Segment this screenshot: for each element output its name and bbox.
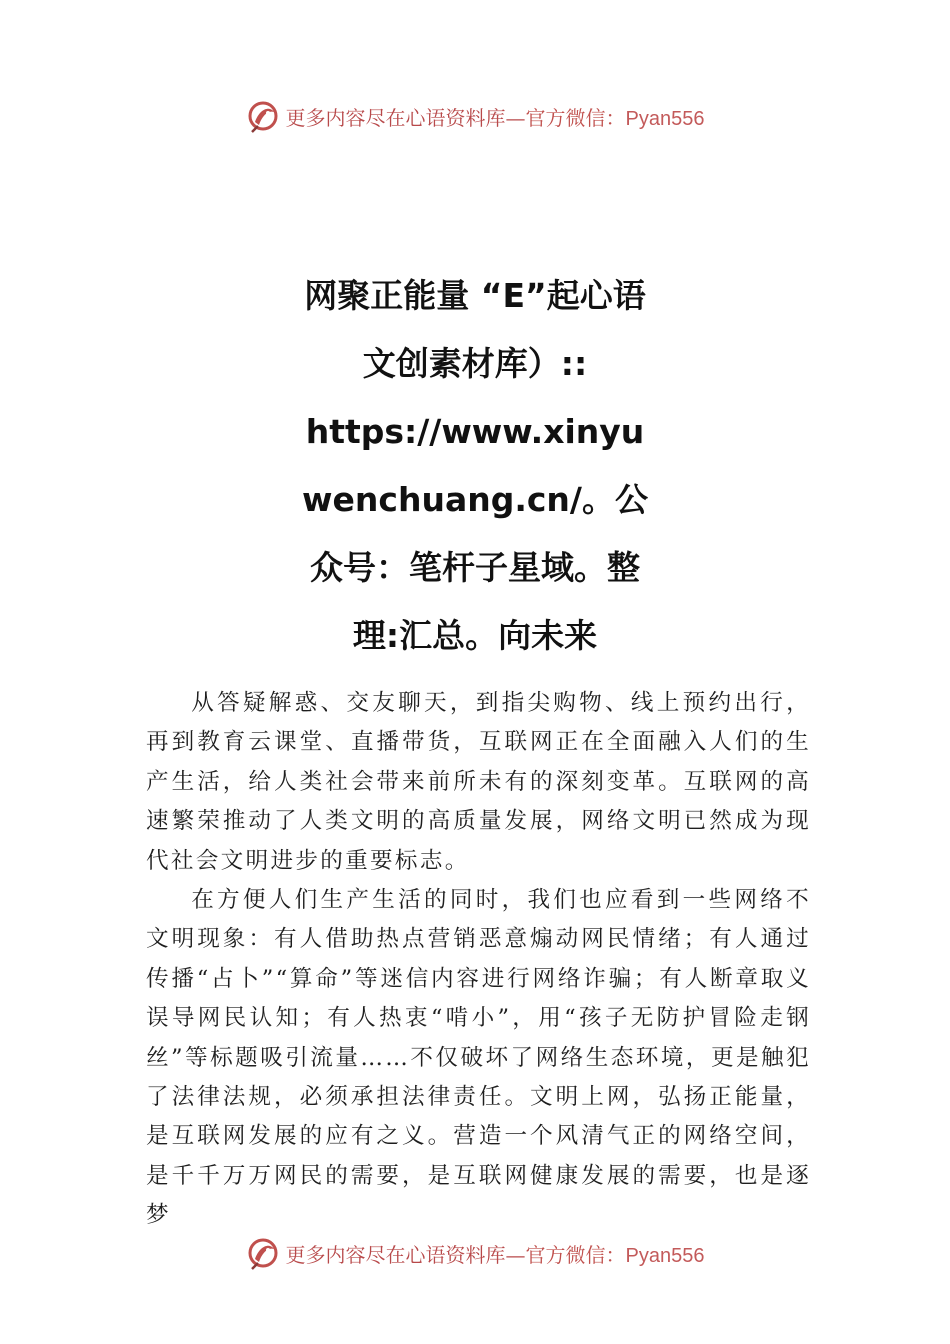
pen-swirl-logo-icon [246,1235,282,1271]
banner-separator: — [505,105,526,130]
title-line: 文创素材库）:: [362,344,588,383]
document-title [0,262,950,670]
banner-label: 更多内容尽在心语资料库 [285,1242,506,1267]
body-paragraph: 从答疑解惑、交友聊天，到指尖购物、线上预约出行，再到教育云课堂、直播带货，互联网正在全面融入人们的生产生活，给人类社会带来前所未有的深刻变革。互联网的高速繁荣推动了人类文明的高质量发展，网络文明已然成为现代社会文明进步的重要标志。 [146,690,811,874]
banner-separator: — [505,1242,526,1267]
header-banner [0,96,950,136]
title-line: https://www.xinyu [305,412,645,451]
banner-wechat-id: Pyan556 [625,107,705,130]
pen-swirl-logo-icon [246,98,282,134]
title-line: 理:汇总。向未来 [352,616,598,655]
banner-contact: 官方微信： [525,1242,626,1267]
title-line: wenchuang.cn/。公 [302,480,648,519]
banner-label: 更多内容尽在心语资料库 [285,105,506,130]
document-body [146,684,811,1236]
banner-contact: 官方微信： [525,105,626,130]
banner-wechat-id: Pyan556 [625,1244,705,1267]
title-line: 众号：笔杆子星域。整 [310,548,640,587]
title-line: 网聚正能量 “E”起心语 [304,276,646,315]
body-paragraph: 在方便人们生产生活的同时，我们也应看到一些网络不文明现象：有人借助热点营销恶意煽动网民情绪；有人通过传播“占卜”“算命”等迷信内容进行网络诈骗；有人断章取义误导网民认知；有人热衷“啃小”，用“孩子无防护冒险走钢丝”等标题吸引流量……不仅破坏了网络生态环境，更是触犯了法律法规，必须承担法律责任。文明上网，弘扬正能量，是互联网发展的应有之义。营造一个风清气正的网络空间，是千千万万网民的需要，是互联网健康发展的需要，也是逐梦 [146,887,811,1229]
footer-banner [0,1233,950,1273]
